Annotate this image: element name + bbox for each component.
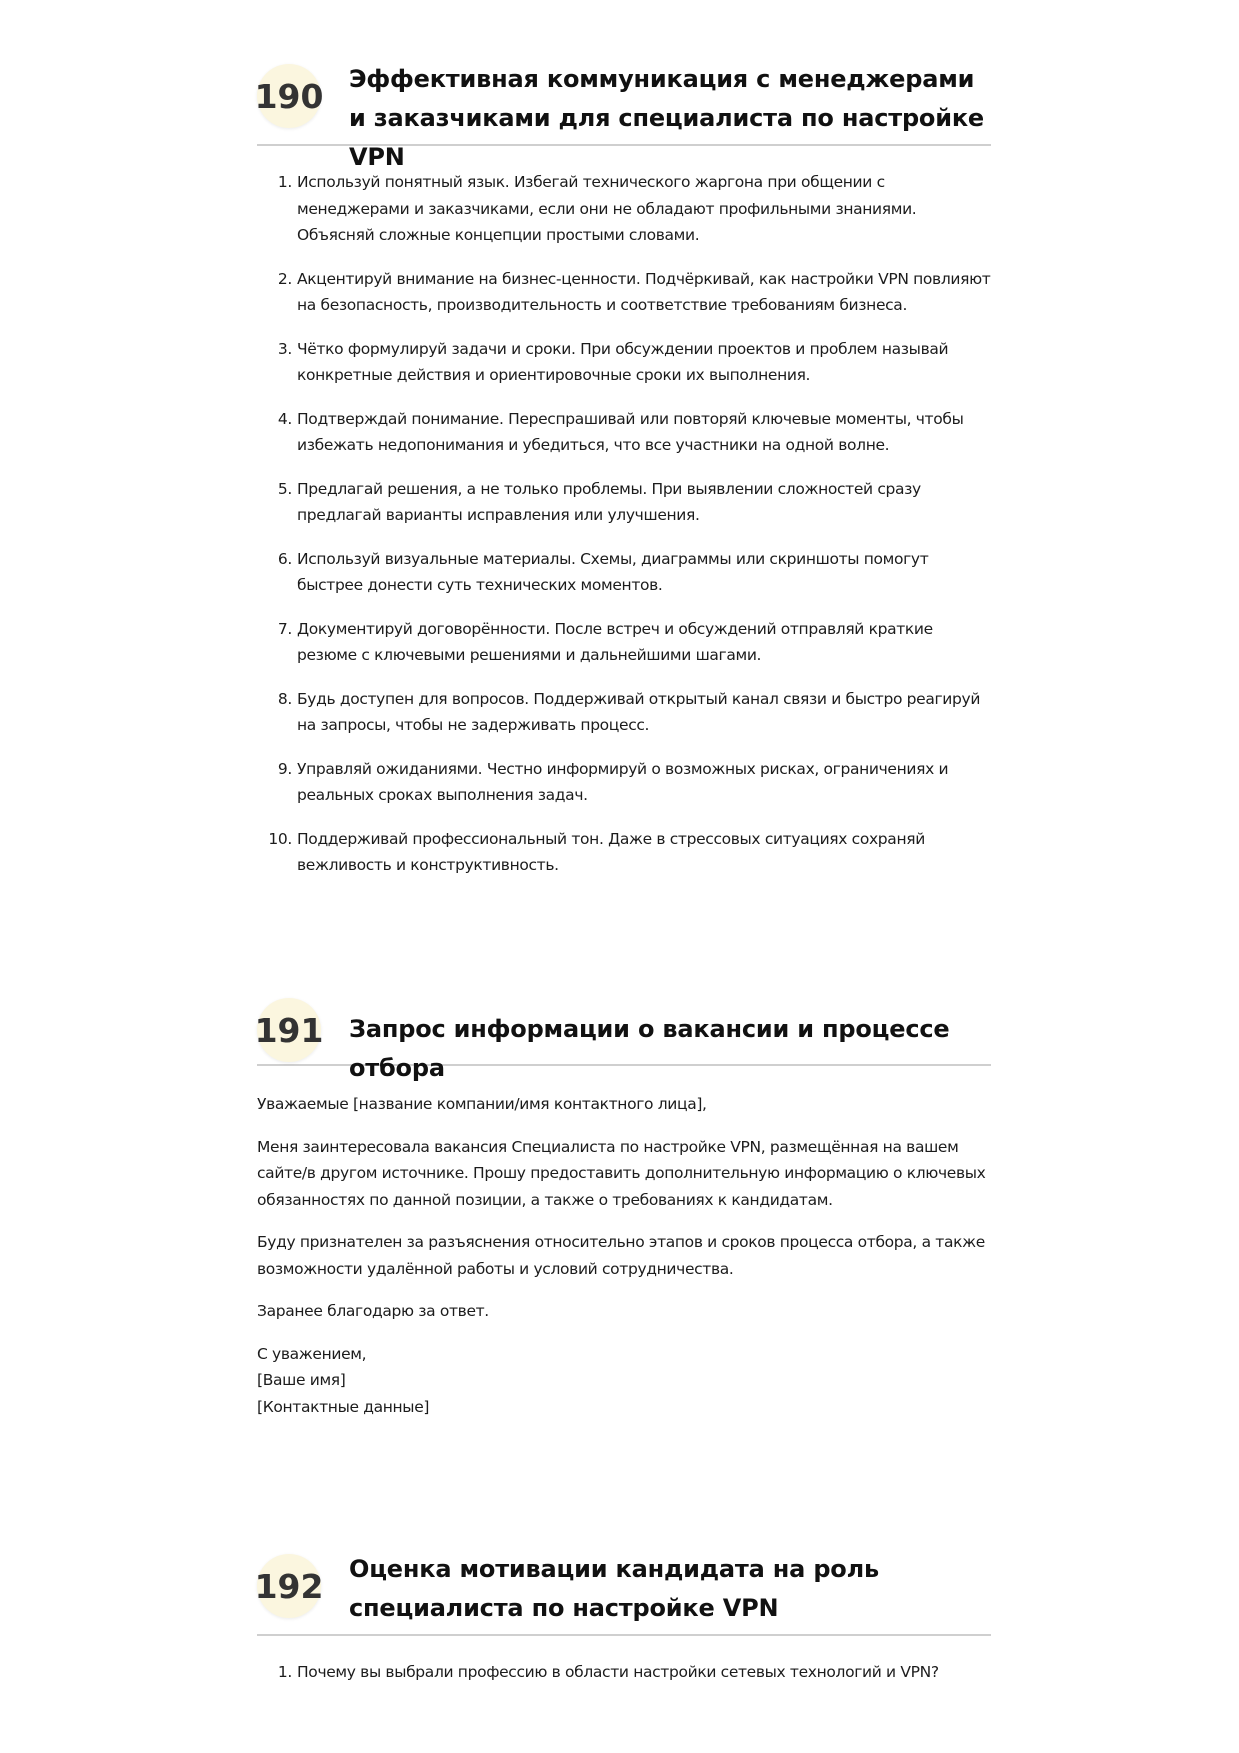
list-item: Почему вы выбрали профессию в области настройки сетевых технологий и VPN?: [297, 1663, 939, 1681]
section-number-badge: 190: [257, 64, 321, 128]
section-header: [254, 1000, 991, 1082]
list-item: Подтверждай понимание. Переспрашивай или повторяй ключевые моменты, чтобы избежать недопонимания и убедиться, что все участники на одной волне.: [297, 409, 964, 454]
list-item: Управляй ожиданиями. Честно информируй о возможных рисках, ограничениях и реальных сроках выполнения задач.: [297, 759, 949, 804]
tips-list: [257, 169, 991, 879]
section-title: Оценка мотивации кандидата на роль специалиста по настройке VPN: [349, 1555, 879, 1622]
questions-list: [257, 1659, 991, 1686]
section-number-badge: 192: [257, 1554, 321, 1618]
letter-closing: С уважением,: [257, 1344, 367, 1363]
section-190: [254, 60, 991, 896]
inquiry-letter: [257, 1091, 991, 1420]
list-item: Чётко формулируй задачи и сроки. При обсуждении проектов и проблем называй конкретные действия и ориентировочные сроки их выполнения.: [297, 339, 949, 384]
signature-name: [Ваше имя]: [257, 1371, 346, 1389]
list-item: Используй визуальные материалы. Схемы, диаграммы или скриншоты помогут быстрее донести суть технических моментов.: [297, 549, 929, 594]
letter-signature: [257, 1341, 991, 1421]
section-192: [254, 1550, 991, 1703]
letter-greeting: Уважаемые [название компании/имя контактного лица],: [257, 1095, 707, 1113]
signature-contacts: [Контактные данные]: [257, 1397, 430, 1416]
list-item: Используй понятный язык. Избегай технического жаргона при общении с менеджерами и заказчиками, если они не обладают профильными знаниями. Объясняй сложные концепции простыми словами.: [297, 173, 917, 244]
list-item: Будь доступен для вопросов. Поддерживай открытый канал связи и быстро реагируй на запросы, чтобы не задерживать процесс.: [297, 689, 981, 734]
letter-paragraph: Меня заинтересовала вакансия Специалиста по настройке VPN, размещённая на вашем сайте/в другом источнике. Прошу предоставить дополнительную информацию о ключевых обязанностях по данной позиции, а также о требованиях к кандидатам.: [257, 1137, 986, 1209]
list-item: Предлагай решения, а не только проблемы. При выявлении сложностей сразу предлагай варианты исправления или улучшения.: [297, 479, 921, 524]
letter-paragraph: Буду признателен за разъяснения относительно этапов и сроков процесса отбора, а также возможности удалённой работы и условий сотрудничества.: [257, 1233, 985, 1278]
section-title: Запрос информации о вакансии и процессе отбора: [349, 1015, 950, 1082]
section-header: [254, 1550, 991, 1636]
list-item: Акцентируй внимание на бизнес-ценности. Подчёркивай, как настройки VPN повлияют на безопасность, производительность и соответствие требованиям бизнеса.: [297, 269, 991, 314]
letter-paragraph: Заранее благодарю за ответ.: [257, 1302, 489, 1320]
list-item: Документируй договорённости. После встреч и обсуждений отправляй краткие резюме с ключевыми решениями и дальнейшими шагами.: [297, 619, 933, 664]
section-header: [254, 60, 991, 171]
list-item: Поддерживай профессиональный тон. Даже в стрессовых ситуациях сохраняй вежливость и конструктивность.: [297, 829, 925, 874]
section-191: [254, 1000, 991, 1420]
section-number-badge: 191: [257, 998, 321, 1062]
section-title: Эффективная коммуникация с менеджерами и заказчиками для специалиста по настройке VPN: [349, 65, 984, 171]
